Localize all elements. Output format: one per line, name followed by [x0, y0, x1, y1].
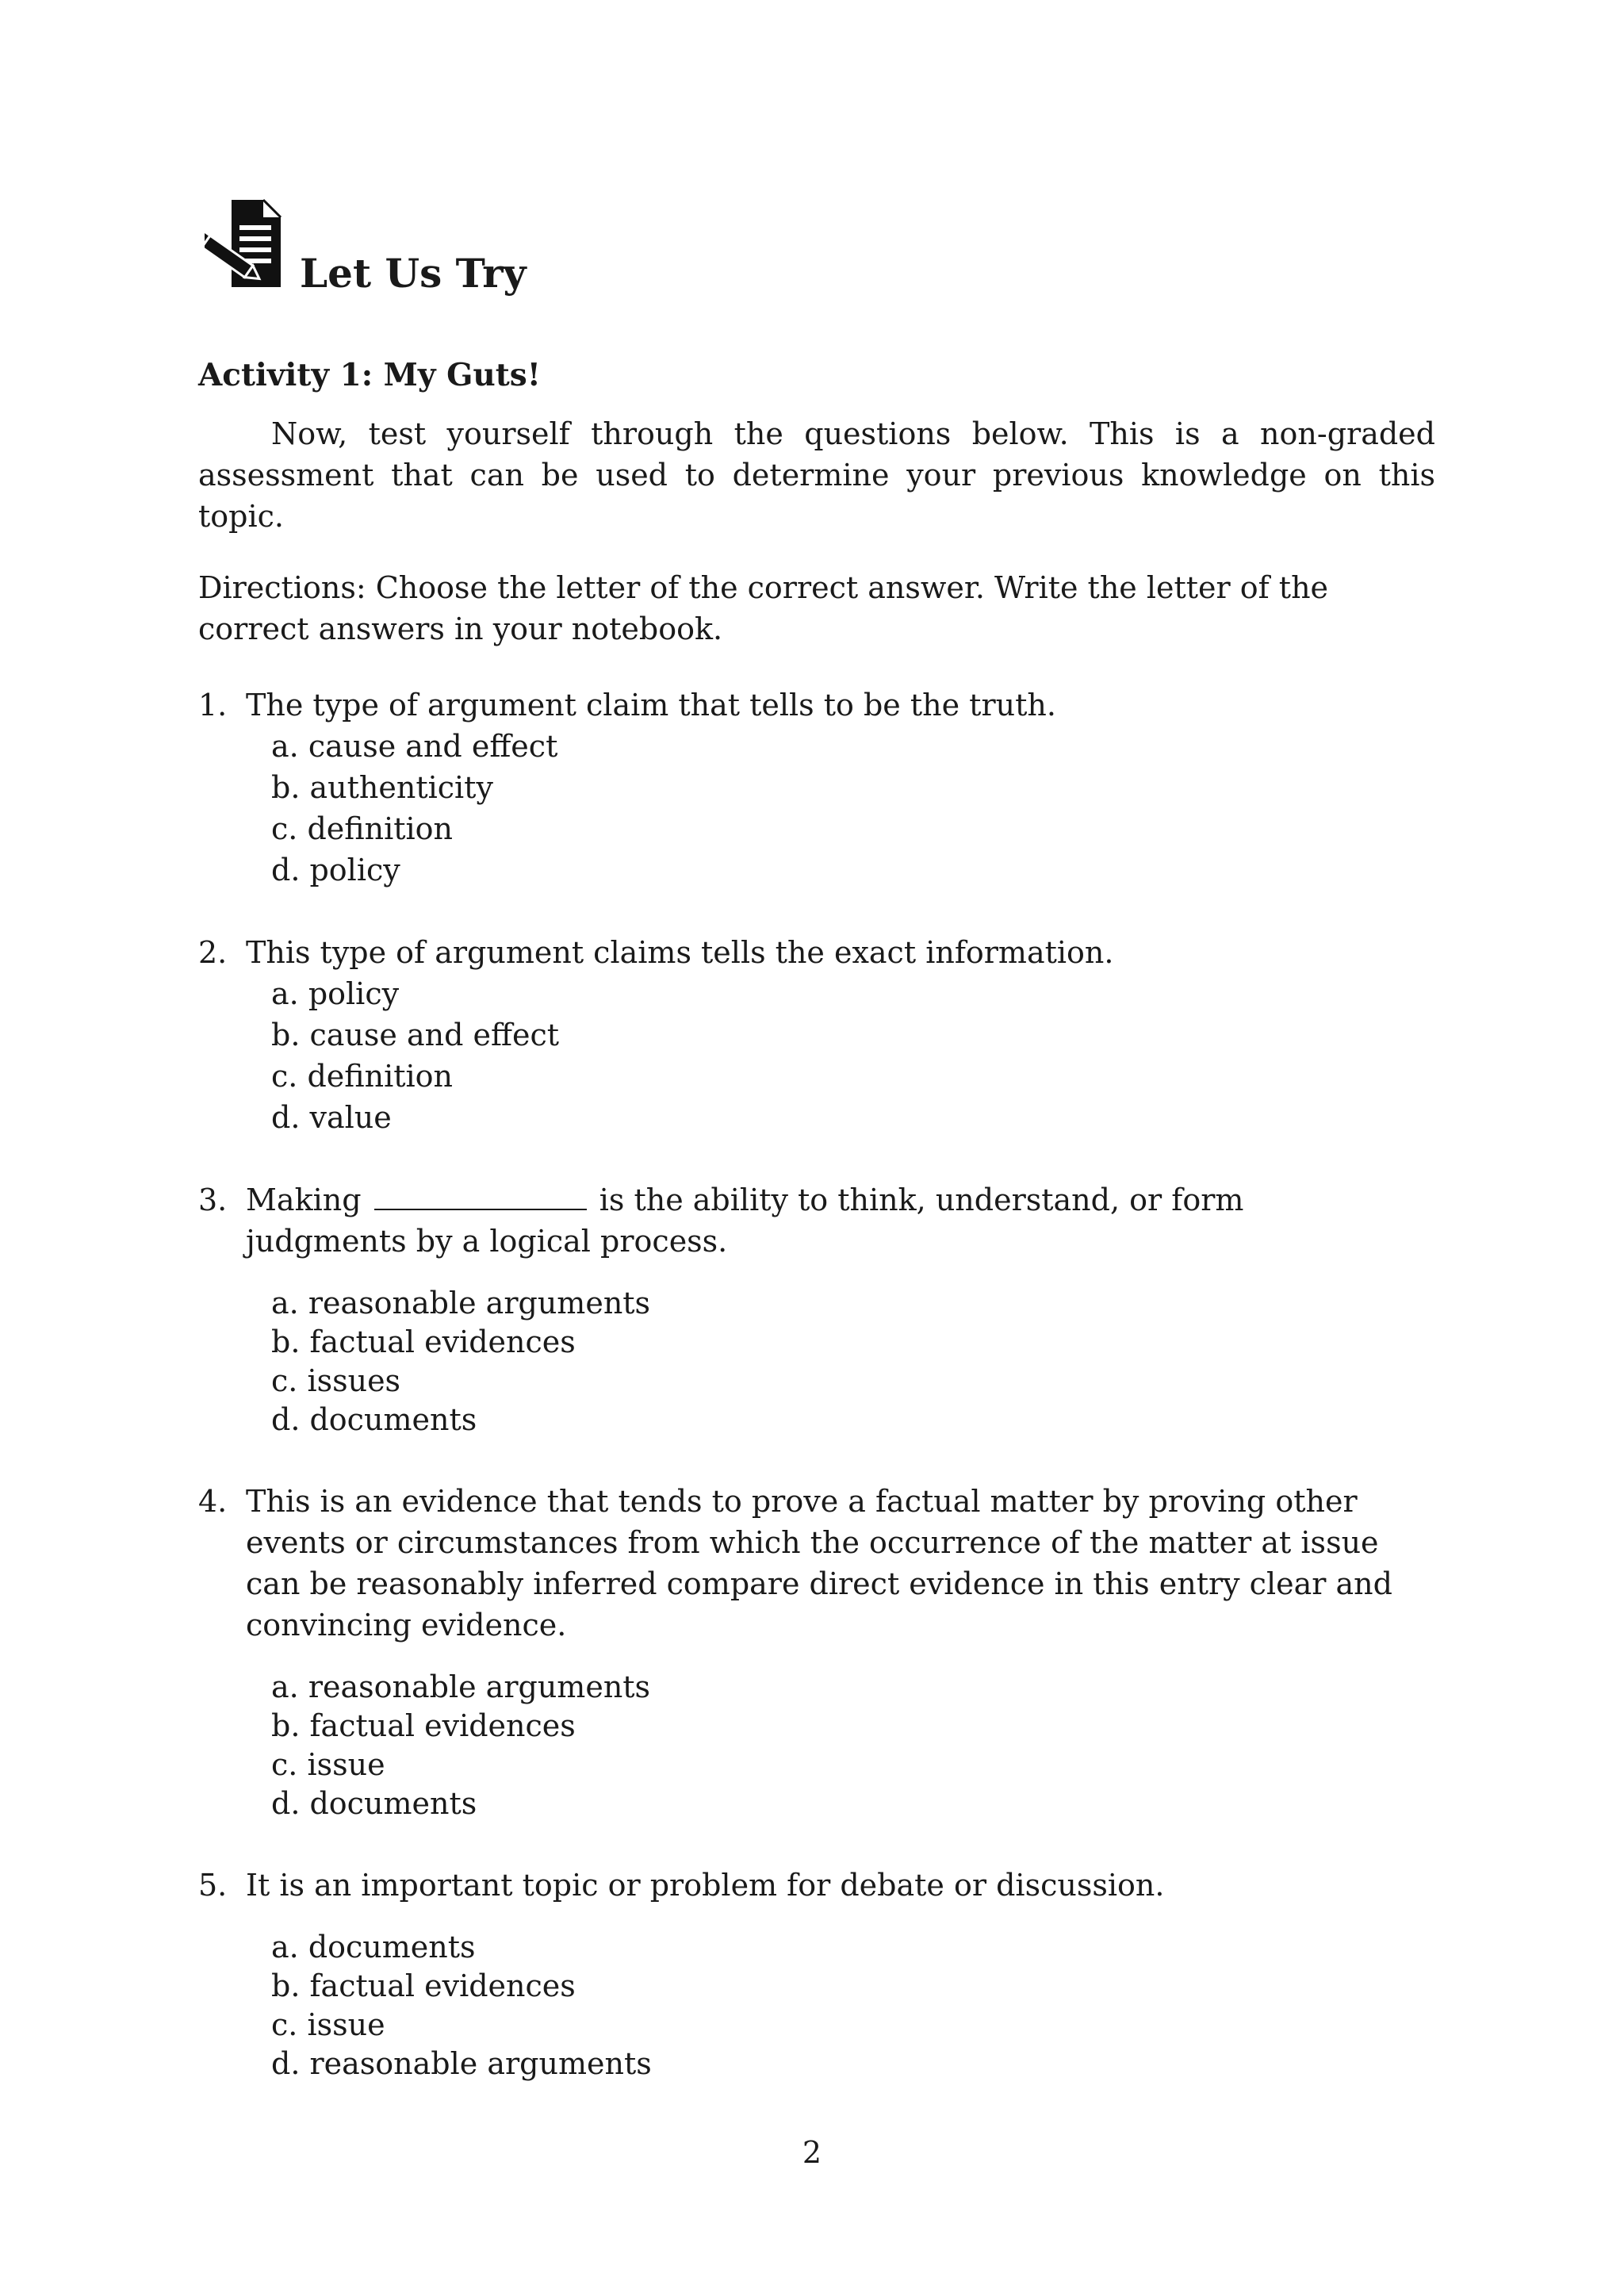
option-a: a. documents	[271, 1929, 476, 1964]
option-list	[246, 726, 1435, 891]
section-title: Let Us Try	[300, 250, 527, 297]
question-text: This is an evidence that tends to prove a factual matter by proving other events or circumstances from which the occurrence of the matter at issue can be reasonably inferred compare direct evidence in this entry clear and convincing evidence.	[246, 1483, 1392, 1642]
activity-title: Activity 1: My Guts!	[198, 357, 541, 393]
option-b: b. factual evidences	[271, 1324, 576, 1359]
question-text: The type of argument claim that tells to be the truth.	[246, 687, 1056, 723]
question-number: 3.	[198, 1182, 228, 1217]
question-text: This type of argument claims tells the exact information.	[246, 934, 1114, 970]
page-number: 2	[802, 2135, 822, 2170]
question-text-before-blank: Making	[246, 1182, 362, 1217]
question-2	[198, 932, 1435, 1138]
option-a: a. reasonable arguments	[271, 1285, 651, 1320]
question-list	[198, 684, 1435, 2083]
question-text-after-blank: is the ability to think, understand, or form judgments by a logical process.	[246, 1182, 1244, 1259]
question-number: 1.	[198, 687, 228, 723]
question-4	[198, 1481, 1435, 1823]
question-number: 4.	[198, 1483, 228, 1519]
option-c: c. issue	[271, 2007, 385, 2042]
option-d: d. value	[271, 1099, 392, 1135]
option-c: c. definition	[271, 1058, 454, 1094]
section-header	[198, 198, 1435, 317]
option-list	[246, 1928, 1435, 2083]
document-page	[198, 198, 1435, 2125]
question-1	[198, 684, 1435, 891]
question-text: It is an important topic or problem for debate or discussion.	[246, 1867, 1165, 1903]
option-d: d. documents	[271, 1401, 477, 1437]
option-b: b. authenticity	[271, 769, 493, 805]
option-b: b. factual evidences	[271, 1968, 576, 2003]
option-d: d. documents	[271, 1785, 477, 1821]
answer-blank	[374, 1180, 587, 1210]
option-c: c. issues	[271, 1363, 401, 1398]
question-3	[198, 1179, 1435, 1439]
question-text	[246, 1179, 1293, 1262]
option-a: a. policy	[271, 976, 400, 1011]
option-a: a. cause and effect	[271, 728, 558, 764]
directions-paragraph: Directions: Choose the letter of the correct answer. Write the letter of the correct answers in your notebook.	[198, 569, 1329, 646]
question-5	[198, 1865, 1435, 2083]
option-d: d. reasonable arguments	[271, 2045, 652, 2081]
intro-paragraph: Now, test yourself through the questions below. This is a non-graded assessment that can be used to determine your previous knowledge on this topic.	[198, 416, 1435, 534]
question-number: 2.	[198, 934, 228, 970]
option-a: a. reasonable arguments	[271, 1669, 651, 1704]
option-d: d. policy	[271, 852, 400, 887]
option-list	[246, 1284, 1435, 1439]
option-c: c. definition	[271, 811, 454, 846]
option-c: c. issue	[271, 1746, 385, 1782]
option-b: b. factual evidences	[271, 1708, 576, 1743]
question-number: 5.	[198, 1867, 228, 1903]
option-list	[246, 973, 1435, 1138]
option-list	[246, 1668, 1435, 1823]
option-b: b. cause and effect	[271, 1017, 560, 1052]
document-pencil-icon	[205, 198, 284, 292]
